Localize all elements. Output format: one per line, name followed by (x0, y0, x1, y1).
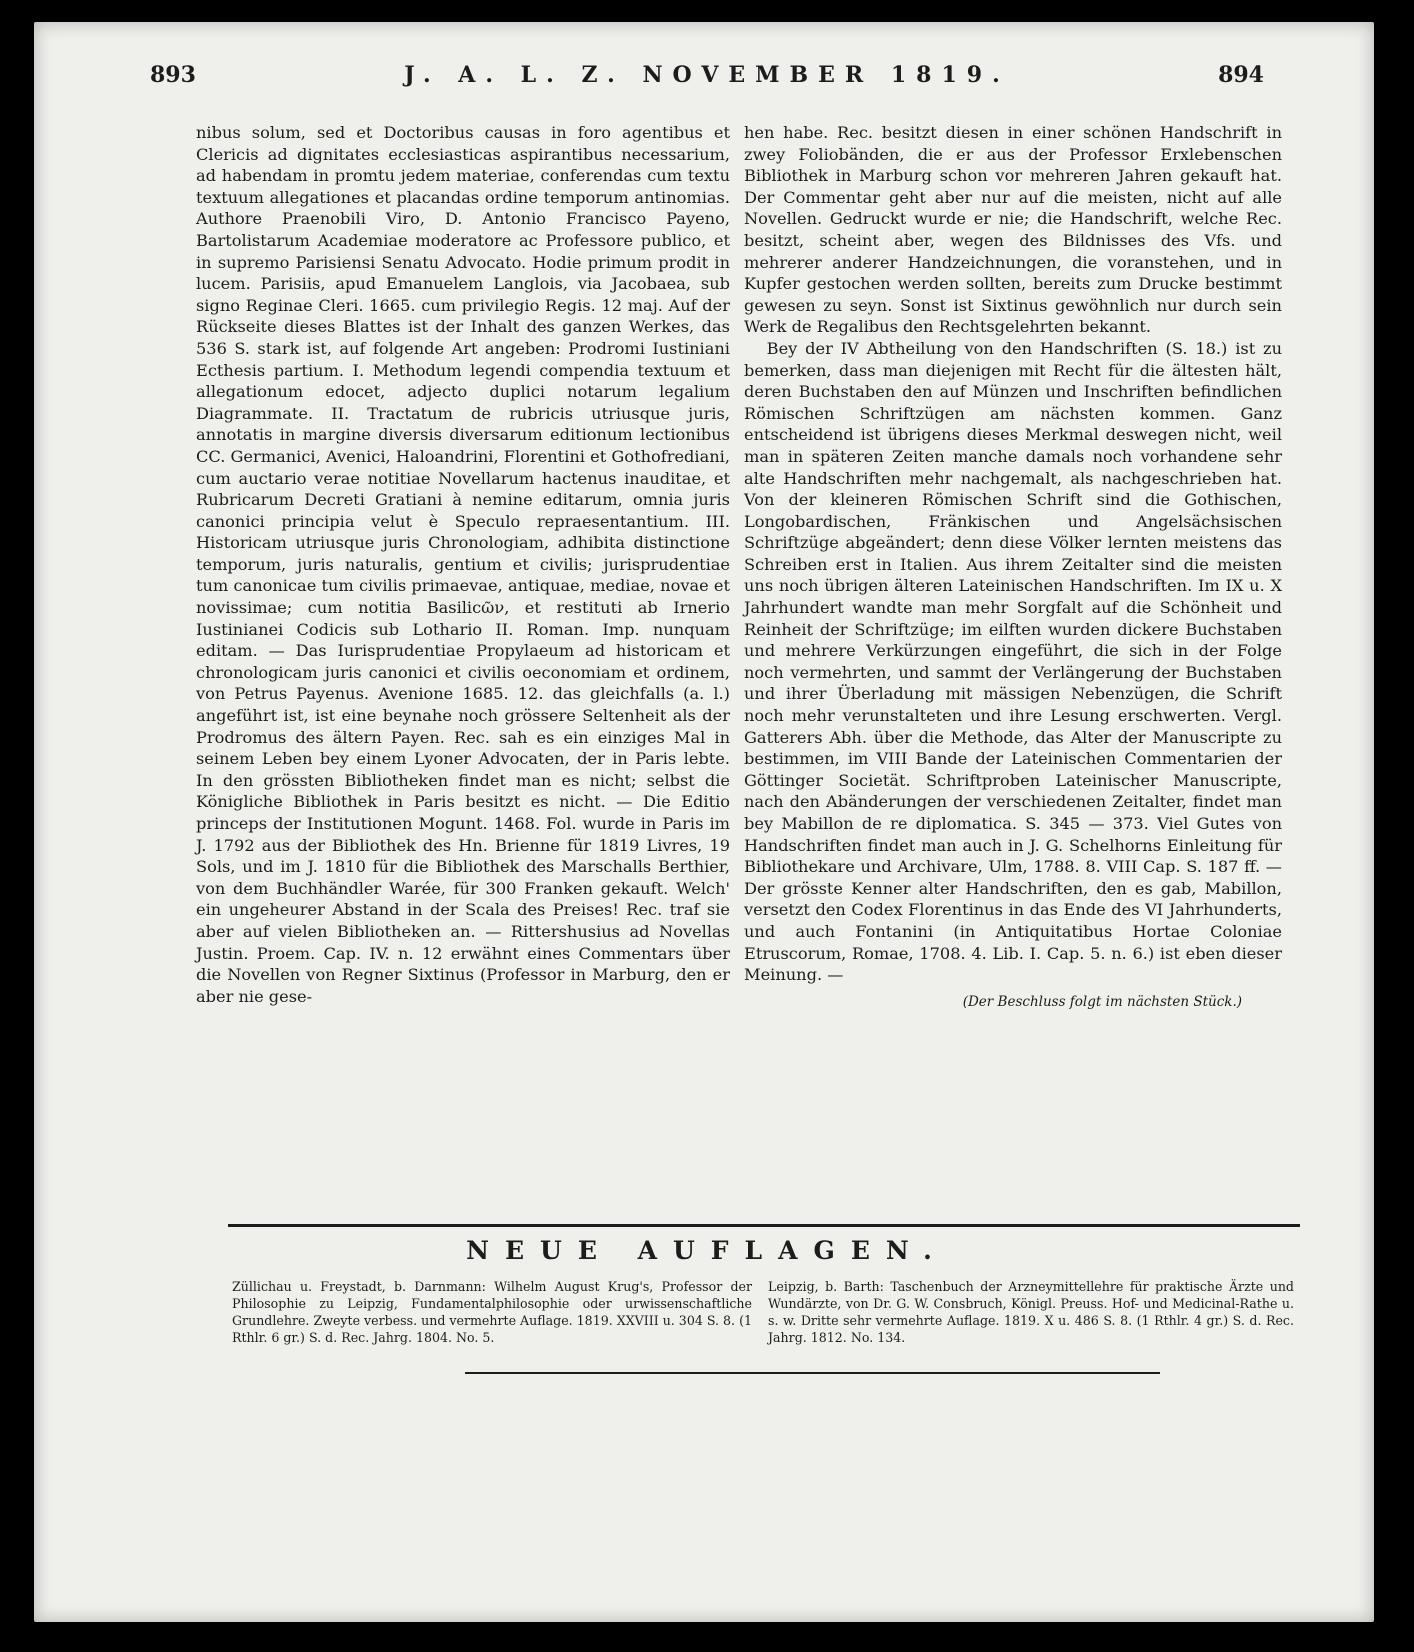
page-header (0, 62, 1414, 102)
divider-rule (228, 1224, 1300, 1227)
notice-right: Leipzig, b. Barth: Taschenbuch der Arzneymittellehre für praktische Ärzte und Wundärzte, von Dr. G. W. Consbruch, Königl. Preuss. Hof- und Medicinal-Rathe u. s. w. Dritte sehr vermehrte Auflage. 1819. X u. 486 S. 8. (1 Rthlr. 4 gr.) S. d. Rec. Jahrg. 1812. No. 134. (768, 1279, 1294, 1345)
left-column (196, 122, 730, 1007)
continuation-note: (Der Beschluss folgt im nächsten Stück.) (962, 993, 1242, 1010)
page-number-left: 893 (150, 62, 196, 88)
notice-left: Züllichau u. Freystadt, b. Darnmann: Wilhelm August Krug's, Professor der Philosophie zu Leipzig, Fundamentalphilosophie oder urwissenschaftliche Grundlehre. Zweyte verbess. und vermehrte Auflage. 1819. XXVIII u. 304 S. 8. (1 Rthlr. 6 gr.) S. d. Rec. Jahrg. 1804. No. 5. (232, 1279, 752, 1345)
section-title: NEUE AUFLAGEN. (466, 1236, 948, 1265)
right-column (744, 122, 1282, 1013)
page-number-right: 894 (1218, 62, 1264, 88)
right-paragraph-2: Bey der IV Abtheilung von den Handschriften (S. 18.) ist zu bemerken, dass man diejenigen mit Recht für die ältesten hält, deren Buchstaben den auf Münzen und Inschriften befindlichen Römischen Schriftzügen am nächsten kommen. Ganz entscheidend ist übrigens dieses Merkmal deswegen nicht, weil man in späteren Zeiten manche damals noch vorhandene sehr alte Handschriften mehr nachgemalt, als nachgeschrieben hat. Von der kleineren Römischen Schrift sind die Gothischen, Longobardischen, Fränkischen und Angelsächsischen Schriftzüge abgeändert; denn diese Völker lernten meistens das Schreiben erst in Italien. Aus ihrem Zeitalter sind die meisten uns noch übrigen älteren Lateinischen Handschriften. Im IX u. X Jahrhundert wandte man mehr Sorgfalt auf die Schönheit und Reinheit der Schriftzüge; im eilften wurden dickere Buchstaben und mehrere Verkürzungen eingeführt, die sich in der Folge noch vermehrten, und sammt der Verlängerung der Buchstaben und ihrer Überladung mit mässigen Nebenzügen, die Schrift noch mehr verunstalteten und ihre Lesung erschwerten. Vergl. Gatterers Abh. über die Methode, das Alter der Manuscripte zu bestimmen, im VIII Bande der Lateinischen Commentarien der Göttinger Societät. Schriftproben Lateinischer Manuscripte, nach den Abänderungen der verschiedenen Zeitalter, findet man bey Mabillon de re diplomatica. S. 345 — 373. Viel Gutes von Handschriften findet man auch in J. G. Schelhorns Einleitung für Bibliothekare und Archivare, Ulm, 1788. 8. VIII Cap. S. 187 ff. — Der grösste Kenner alter Handschriften, den es gab, Mabillon, versetzt den Codex Florentinus in das Ende des VI Jahrhunderts, und auch Fontanini (in Antiquitatibus Hortae Coloniae Etruscorum, Romae, 1708. 4. Lib. I. Cap. 5. n. 6.) ist eben dieser Meinung. — (744, 338, 1282, 985)
end-rule (465, 1372, 1160, 1374)
right-paragraph-1: hen habe. Rec. besitzt diesen in einer schönen Handschrift in zwey Foliobänden, die er aus der Professor Erxlebenschen Bibliothek in Marburg schon vor mehreren Jahren gekauft hat. Der Commentar geht aber nur auf die meisten, nicht auf alle Novellen. Gedruckt wurde er nie; die Handschrift, welche Rec. besitzt, scheint aber, wegen des Bildnisses des Vfs. und mehrerer anderer Handzeichnungen, die voranstehen, und in Kupfer gestochen werden sollten, bereits zum Drucke bestimmt gewesen zu seyn. Sonst ist Sixtinus gewöhnlich nur durch sein Werk de Regalibus den Rechtsgelehrten bekannt. (744, 123, 1282, 337)
journal-title: J. A. L. Z. NOVEMBER 1819. (404, 62, 1010, 88)
left-paragraph: nibus solum, sed et Doctoribus causas in foro agentibus et Clericis ad dignitates ecclesiasticas aspirantibus necessarium, ad habendam in promtu jedem materiae, conferendas cum textu textuum allegationes et placandas ordine temporum antinomias. Authore Praenobili Viro, D. Antonio Francisco Payeno, Bartolistarum Academiae moderatore ac Professore publico, et in supremo Parisiensi Senatu Advocato. Hodie primum prodit in lucem. Parisiis, apud Emanuelem Langlois, via Jacobaea, sub signo Reginae Cleri. 1665. cum privilegio Regis. 12 maj. Auf der Rückseite dieses Blattes ist der Inhalt des ganzen Werkes, das 536 S. stark ist, auf folgende Art angeben: Prodromi Iustiniani Ecthesis partium. I. Methodum legendi compendia textuum et allegationum edocet, adjecto duplici notarum legalium Diagrammate. II. Tractatum de rubricis utriusque juris, annotatis in margine diversis diversarum editionum lectionibus CC. Germanici, Avenici, Haloandrini, Florentini et Gothofrediani, cum auctario verae notitiae Novellarum hactenus inauditae, et Rubricarum Decreti Gratiani à nemine editarum, omnia juris canonici principia velut è Speculo repraesentantium. III. Historicam utriusque juris Chronologiam, adhibita distinctione temporum, juris naturalis, gentium et civilis; jurisprudentiae tum canonicae tum civilis primaevae, antiquae, mediae, novae et novissimae; cum notitia Basilicῶν, et restituti ab Irnerio Iustinianei Codicis sub Lothario II. Roman. Imp. nunquam editam. — Das Iurisprudentiae Propylaeum ad historicam et chronologicam juris canonici et civilis oeconomiam et ordinem, von Petrus Payenus. Avenione 1685. 12. das gleichfalls (a. l.) angeführt ist, ist eine beynahe noch grössere Seltenheit als der Prodromus des ältern Payen. Rec. sah es ein einziges Mal in seinem Leben bey einem Lyoner Advocaten, der in Paris lebte. In den grössten Bibliotheken findet man es nicht; selbst die Königliche Bibliothek in Paris besitzt es nicht. — Die Editio princeps der Institutionen Mogunt. 1468. Fol. wurde in Paris im J. 1792 aus der Bibliothek des Hn. Brienne für 1819 Livres, 19 Sols, und im J. 1810 für die Bibliothek des Marschalls Berthier, von dem Buchhändler Warée, für 300 Franken gekauft. Welch' ein ungeheurer Abstand in der Scala des Preises! Rec. traf sie aber auf vielen Bibliotheken an. — Rittershusius ad Novellas Justin. Proem. Cap. IV. n. 12 erwähnt eines Commentars über die Novellen von Regner Sixtinus (Professor in Marburg, den er aber nie gese- (196, 123, 730, 1006)
